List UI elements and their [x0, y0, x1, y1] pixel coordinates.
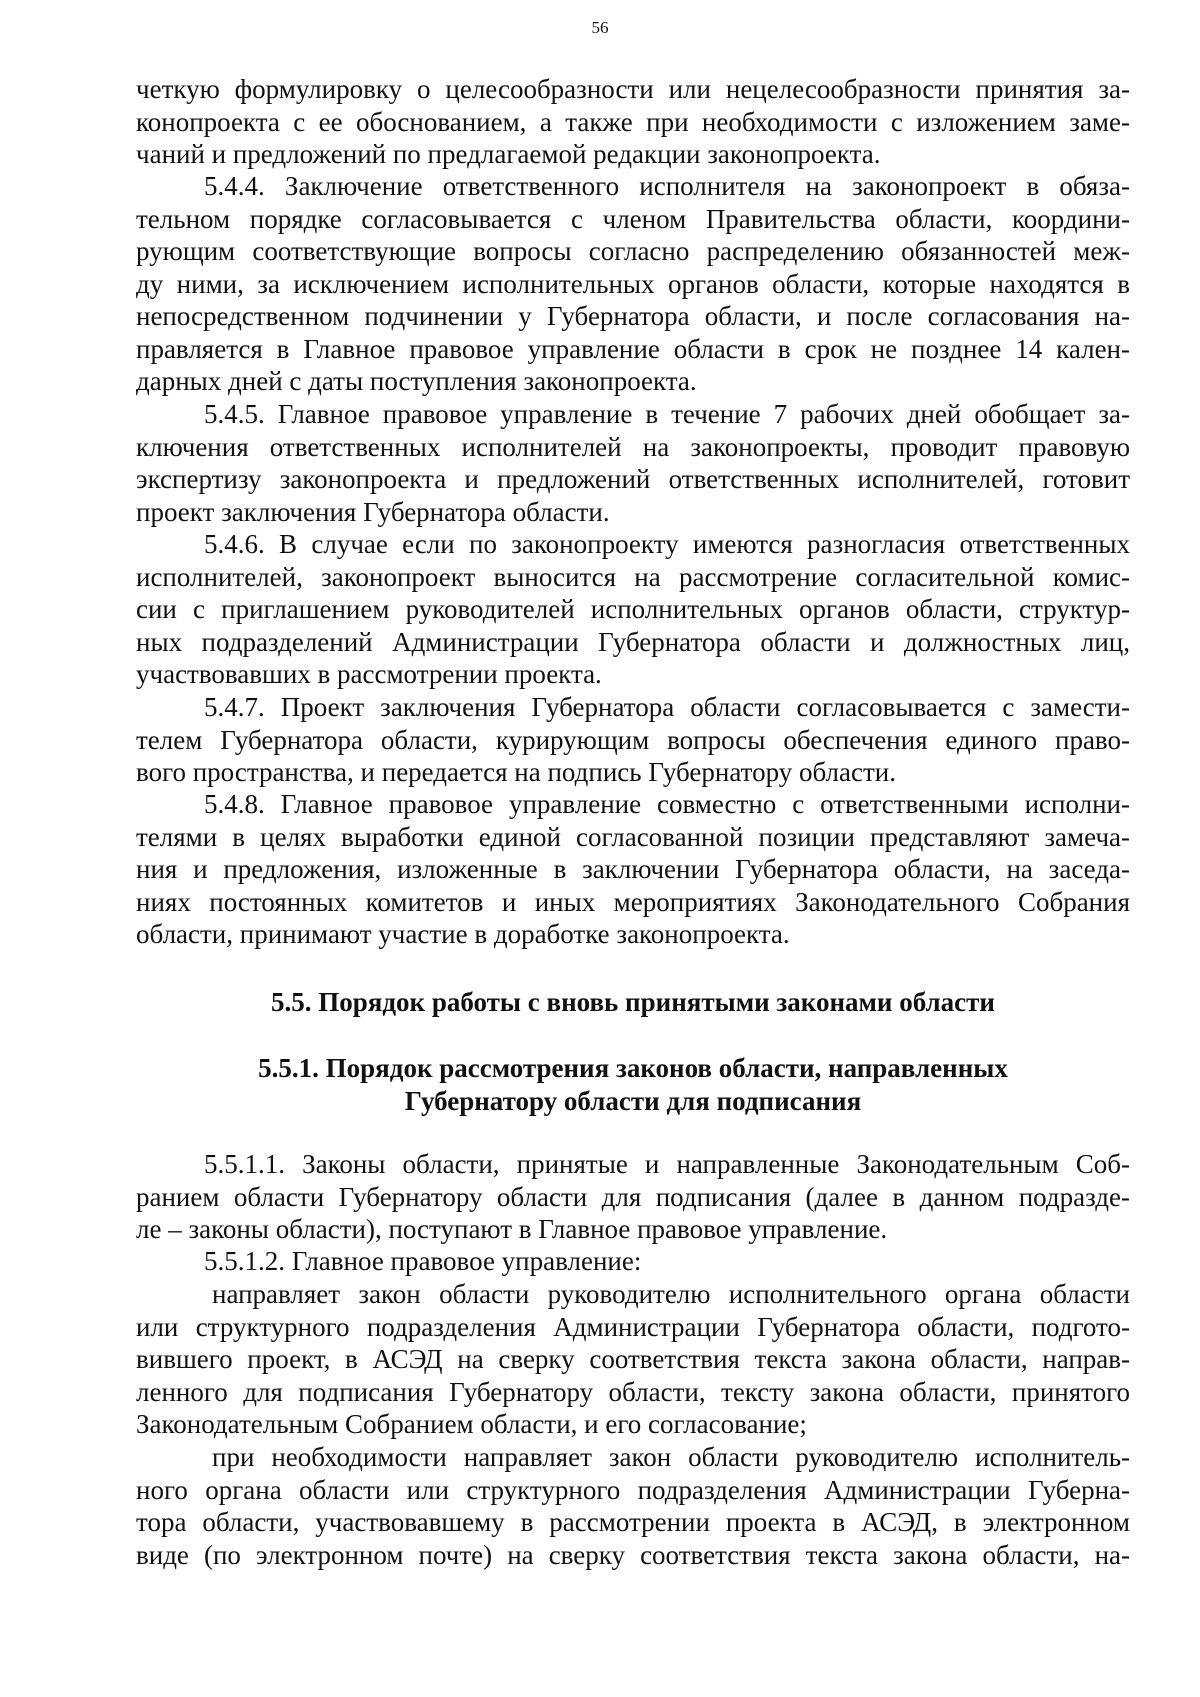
- text-line: 5.4.8. Главное правовое управление совместно с ответственными исполни-: [204, 789, 1130, 819]
- text-line: исполнителей, законопроект выносится на рассмотрение согласительной комис-: [136, 561, 1130, 592]
- text-line: ключения ответственных исполнителей на законопроекты, проводит правовую: [136, 431, 1130, 462]
- text-line: вого пространства, и передается на подпись Губернатору области.: [136, 757, 896, 787]
- paragraph-5-4-5: [136, 398, 1130, 528]
- paragraph-5-5-1-2-item-a: [136, 1278, 1130, 1441]
- text-line: четкую формулировку о целесообразности или нецелесообразности принятия за-: [136, 74, 1130, 104]
- text-line: телем Губернатора области, курирующим вопросы обеспечения единого право-: [136, 724, 1130, 755]
- text-line: тора области, участвовавшему в рассмотрении проекта в АСЭД, в электронном: [136, 1507, 1130, 1537]
- text-line: направляет закон области руководителю исполнительного органа области: [212, 1279, 1130, 1309]
- text-line: или структурного подразделения Администрации Губернатора области, подгото-: [136, 1311, 1130, 1342]
- paragraph-continuation: [136, 73, 1130, 171]
- text-line: конопроекта с ее обоснованием, а также при необходимости с изложением заме-: [136, 106, 1130, 137]
- paragraph-5-4-8: [136, 788, 1130, 951]
- text-line: ле – законы области), поступают в Главное правовое управление.: [136, 1214, 888, 1244]
- text-line: 5.5.1.1. Законы области, принятые и направленные Законодательным Соб-: [204, 1149, 1130, 1179]
- heading-text: 5.5. Порядок работы с вновь принятыми законами области: [271, 987, 995, 1017]
- text-line: непосредственном подчинении у Губернатора области, и после согласования на-: [136, 301, 1130, 331]
- text-line: виде (по электронном почте) на сверку соответствия текста закона области, на-: [136, 1539, 1130, 1570]
- text-line: вившего проект, в АСЭД на сверку соответствия текста закона области, направ-: [136, 1344, 1130, 1374]
- text-line: участвовавших в рассмотрении проекта.: [136, 659, 602, 689]
- text-line: тельном порядке согласовывается с членом Правительства области, координи-: [136, 203, 1130, 234]
- text-line: ленного для подписания Губернатору области, тексту закона области, принятого: [136, 1376, 1130, 1407]
- text-line: ных подразделений Администрации Губернатора области и должностных лиц,: [136, 626, 1130, 657]
- text-line: ния и предложения, изложенные в заключении Губернатора области, на заседа-: [136, 854, 1130, 884]
- text-line: ного органа области или структурного подразделения Администрации Губерна-: [136, 1474, 1130, 1505]
- paragraph-5-4-6: [136, 528, 1130, 691]
- text-line: проект заключения Губернатора области.: [136, 496, 610, 527]
- text-line: чаний и предложений по предлагаемой редакции законопроекта.: [136, 139, 881, 169]
- paragraph-5-5-1-2-intro: [136, 1245, 1130, 1278]
- text-line: экспертизу законопроекта и предложений ответственных исполнителей, готовит: [136, 464, 1130, 494]
- text-line: 5.4.4. Заключение ответственного исполнителя на законопроект в обяза-: [204, 171, 1130, 201]
- text-line: ду ними, за исключением исполнительных органов области, которые находятся в: [136, 268, 1130, 299]
- text-line: 5.4.5. Главное правовое управление в течение 7 рабочих дней обобщает за-: [204, 399, 1130, 429]
- heading-line: Губернатору области для подписания: [404, 1085, 862, 1116]
- text-line: ниях постоянных комитетов и иных мероприятиях Законодательного Собрания: [136, 886, 1130, 917]
- section-heading-5-5-1: [136, 1052, 1130, 1117]
- section-heading-5-5: [136, 986, 1130, 1019]
- text-line: 5.5.1.2. Главное правовое управление:: [204, 1246, 642, 1276]
- text-line: ранием области Губернатору области для подписания (далее в данном подразде-: [136, 1181, 1130, 1212]
- text-line: 5.4.7. Проект заключения Губернатора области согласовывается с замести-: [204, 692, 1130, 722]
- text-line: дарных дней с даты поступления законопроекта.: [136, 366, 697, 396]
- text-line: телями в целях выработки единой согласованной позиции представляют замеча-: [136, 821, 1130, 852]
- text-line: при необходимости направляет закон области руководителю исполнитель-: [212, 1442, 1130, 1472]
- page-number: 56: [591, 18, 609, 37]
- text-line: правляется в Главное правовое управление области в срок не позднее 14 кален-: [136, 333, 1130, 364]
- paragraph-5-4-7: [136, 691, 1130, 789]
- text-line: рующим соответствующие вопросы согласно распределению обязанностей меж-: [136, 236, 1130, 266]
- text-line: области, принимают участие в доработке законопроекта.: [136, 919, 790, 949]
- text-line: 5.4.6. В случае если по законопроекту имеются разногласия ответственных: [204, 529, 1130, 559]
- text-line: Законодательным Собранием области, и его согласование;: [136, 1409, 807, 1439]
- paragraph-5-5-1-2-item-b: [136, 1441, 1130, 1571]
- paragraph-5-4-4: [136, 170, 1130, 398]
- text-line: сии с приглашением руководителей исполнительных органов области, структур-: [136, 594, 1130, 624]
- heading-line: 5.5.1. Порядок рассмотрения законов области, направленных: [258, 1053, 1008, 1083]
- paragraph-5-5-1-1: [136, 1148, 1130, 1246]
